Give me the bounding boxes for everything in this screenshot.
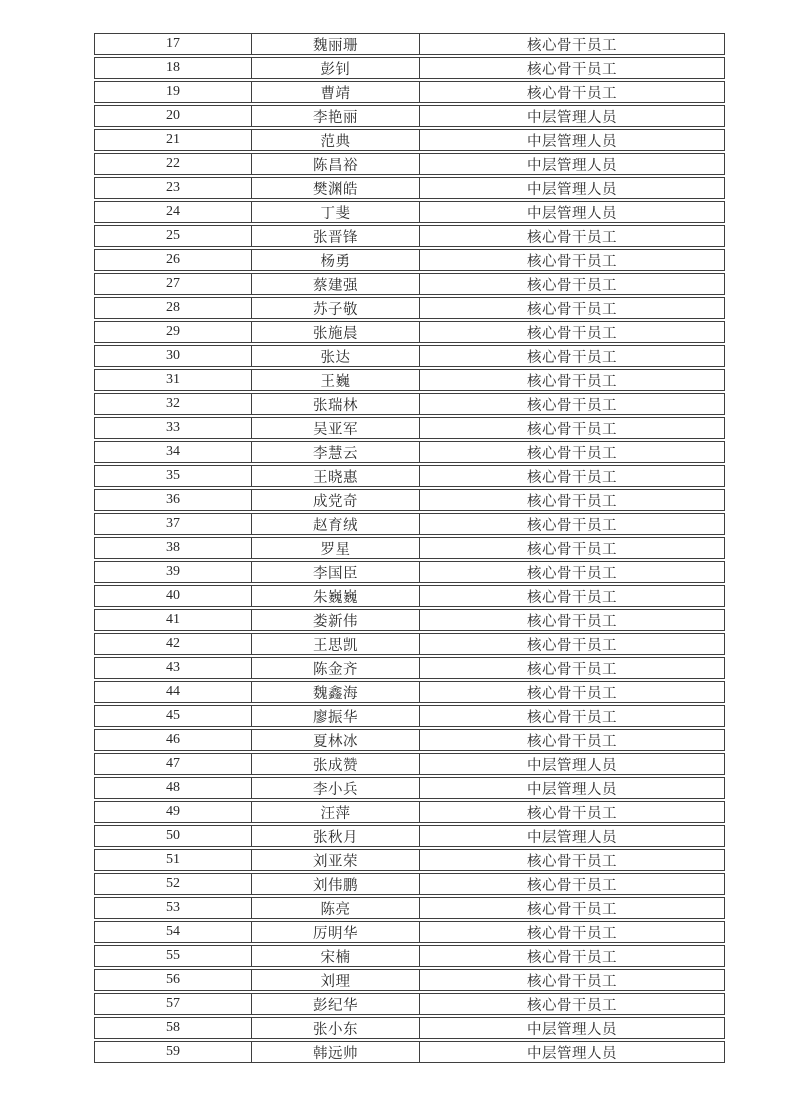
row-number-cell: 21	[95, 130, 252, 150]
employee-category-cell: 核心骨干员工	[527, 949, 617, 966]
table-row	[94, 849, 725, 871]
row-number-cell: 59	[95, 1042, 252, 1062]
employee-category-cell: 中层管理人员	[527, 829, 617, 846]
employee-name-cell: 杨勇	[252, 250, 420, 270]
employee-category-cell: 核心骨干员工	[527, 613, 617, 630]
table-row	[94, 153, 725, 175]
employee-category-cell: 中层管理人员	[527, 181, 617, 198]
employee-name-cell: 汪萍	[252, 802, 420, 822]
employee-name-cell: 廖振华	[252, 706, 420, 726]
table-row	[94, 105, 725, 127]
employee-name-cell: 陈昌裕	[252, 154, 420, 174]
employee-category-cell: 核心骨干员工	[527, 61, 617, 78]
employee-category-cell: 中层管理人员	[527, 133, 617, 150]
table-row	[94, 777, 725, 799]
employee-name-cell: 魏丽珊	[252, 34, 420, 54]
row-number-cell: 55	[95, 946, 252, 966]
employee-category-cell: 核心骨干员工	[527, 277, 617, 294]
employee-name-cell: 吴亚军	[252, 418, 420, 438]
employee-name-cell: 范典	[252, 130, 420, 150]
row-number-cell: 30	[95, 346, 252, 366]
table-row	[94, 345, 725, 367]
employee-name-cell: 刘伟鹏	[252, 874, 420, 894]
row-number-cell: 34	[95, 442, 252, 462]
row-number-cell: 23	[95, 178, 252, 198]
table-row	[94, 417, 725, 439]
table-row	[94, 321, 725, 343]
table-row	[94, 873, 725, 895]
table-row	[94, 1041, 725, 1063]
employee-name-cell: 樊渊皓	[252, 178, 420, 198]
table-row	[94, 33, 725, 55]
employee-name-cell: 苏子敬	[252, 298, 420, 318]
employee-name-cell: 陈亮	[252, 898, 420, 918]
row-number-cell: 33	[95, 418, 252, 438]
employee-category-cell: 核心骨干员工	[527, 421, 617, 438]
employee-name-cell: 夏林冰	[252, 730, 420, 750]
row-number-cell: 51	[95, 850, 252, 870]
employee-name-cell: 娄新伟	[252, 610, 420, 630]
table-row	[94, 825, 725, 847]
employee-category-cell: 核心骨干员工	[527, 85, 617, 102]
row-number-cell: 31	[95, 370, 252, 390]
row-number-cell: 39	[95, 562, 252, 582]
employee-category-cell: 核心骨干员工	[527, 517, 617, 534]
row-number-cell: 53	[95, 898, 252, 918]
employee-name-cell: 李艳丽	[252, 106, 420, 126]
row-number-cell: 46	[95, 730, 252, 750]
employee-name-cell: 李慧云	[252, 442, 420, 462]
employee-category-cell: 中层管理人员	[527, 109, 617, 126]
row-number-cell: 32	[95, 394, 252, 414]
employee-name-cell: 宋楠	[252, 946, 420, 966]
row-number-cell: 42	[95, 634, 252, 654]
employee-category-cell: 核心骨干员工	[527, 661, 617, 678]
row-number-cell: 44	[95, 682, 252, 702]
table-row	[94, 753, 725, 775]
row-number-cell: 29	[95, 322, 252, 342]
table-row	[94, 225, 725, 247]
row-number-cell: 28	[95, 298, 252, 318]
employee-category-cell: 中层管理人员	[527, 1045, 617, 1062]
employee-name-cell: 张达	[252, 346, 420, 366]
table-row	[94, 201, 725, 223]
table-row	[94, 633, 725, 655]
row-number-cell: 24	[95, 202, 252, 222]
table-row	[94, 1017, 725, 1039]
table-row	[94, 177, 725, 199]
row-number-cell: 58	[95, 1018, 252, 1038]
row-number-cell: 43	[95, 658, 252, 678]
row-number-cell: 18	[95, 58, 252, 78]
row-number-cell: 38	[95, 538, 252, 558]
employee-category-cell: 核心骨干员工	[527, 493, 617, 510]
employee-name-cell: 赵育绒	[252, 514, 420, 534]
table-row	[94, 945, 725, 967]
row-number-cell: 54	[95, 922, 252, 942]
employee-name-cell: 张成赞	[252, 754, 420, 774]
table-row	[94, 393, 725, 415]
table-row	[94, 681, 725, 703]
table-row	[94, 465, 725, 487]
employee-category-cell: 核心骨干员工	[527, 301, 617, 318]
table-row	[94, 729, 725, 751]
employee-category-cell: 核心骨干员工	[527, 589, 617, 606]
table-row	[94, 585, 725, 607]
table-row	[94, 249, 725, 271]
row-number-cell: 19	[95, 82, 252, 102]
table-row	[94, 369, 725, 391]
employee-name-cell: 张小东	[252, 1018, 420, 1038]
employee-name-cell: 张瑞林	[252, 394, 420, 414]
table-row	[94, 129, 725, 151]
row-number-cell: 50	[95, 826, 252, 846]
employee-name-cell: 彭纪华	[252, 994, 420, 1014]
row-number-cell: 20	[95, 106, 252, 126]
employee-category-cell: 核心骨干员工	[527, 733, 617, 750]
employee-category-cell: 核心骨干员工	[527, 685, 617, 702]
row-number-cell: 37	[95, 514, 252, 534]
table-row	[94, 273, 725, 295]
row-number-cell: 17	[95, 34, 252, 54]
employee-category-cell: 核心骨干员工	[527, 925, 617, 942]
employee-name-cell: 张施晨	[252, 322, 420, 342]
employee-name-cell: 王晓惠	[252, 466, 420, 486]
row-number-cell: 26	[95, 250, 252, 270]
row-number-cell: 57	[95, 994, 252, 1014]
table-row	[94, 897, 725, 919]
employee-name-cell: 丁斐	[252, 202, 420, 222]
employee-category-cell: 中层管理人员	[527, 1021, 617, 1038]
employee-name-cell: 刘亚荣	[252, 850, 420, 870]
table-row	[94, 705, 725, 727]
employee-category-cell: 核心骨干员工	[527, 877, 617, 894]
employee-category-cell: 中层管理人员	[527, 781, 617, 798]
employee-category-cell: 中层管理人员	[527, 157, 617, 174]
employee-category-cell: 核心骨干员工	[527, 469, 617, 486]
employee-name-cell: 张秋月	[252, 826, 420, 846]
employee-category-cell: 核心骨干员工	[527, 901, 617, 918]
table-row	[94, 513, 725, 535]
row-number-cell: 36	[95, 490, 252, 510]
employee-name-cell: 李小兵	[252, 778, 420, 798]
table-row	[94, 57, 725, 79]
employee-name-cell: 成党奇	[252, 490, 420, 510]
row-number-cell: 35	[95, 466, 252, 486]
employee-category-cell: 核心骨干员工	[527, 37, 617, 54]
employee-category-cell: 核心骨干员工	[527, 373, 617, 390]
row-number-cell: 56	[95, 970, 252, 990]
row-number-cell: 22	[95, 154, 252, 174]
employee-category-cell: 核心骨干员工	[527, 709, 617, 726]
employee-name-cell: 朱巍巍	[252, 586, 420, 606]
row-number-cell: 25	[95, 226, 252, 246]
row-number-cell: 45	[95, 706, 252, 726]
row-number-cell: 40	[95, 586, 252, 606]
table-row	[94, 441, 725, 463]
employee-category-cell: 核心骨干员工	[527, 349, 617, 366]
employee-category-cell: 中层管理人员	[527, 757, 617, 774]
table-row	[94, 561, 725, 583]
table-row	[94, 489, 725, 511]
employee-category-cell: 中层管理人员	[527, 205, 617, 222]
row-number-cell: 27	[95, 274, 252, 294]
employee-category-cell: 核心骨干员工	[527, 565, 617, 582]
row-number-cell: 49	[95, 802, 252, 822]
row-number-cell: 52	[95, 874, 252, 894]
table-row	[94, 921, 725, 943]
employee-category-cell: 核心骨干员工	[527, 229, 617, 246]
employee-category-cell: 核心骨干员工	[527, 637, 617, 654]
row-number-cell: 47	[95, 754, 252, 774]
employee-name-cell: 李国臣	[252, 562, 420, 582]
employee-name-cell: 刘理	[252, 970, 420, 990]
employee-category-cell: 核心骨干员工	[527, 253, 617, 270]
employee-name-cell: 张晋锋	[252, 226, 420, 246]
employee-name-cell: 蔡建强	[252, 274, 420, 294]
employee-category-cell: 核心骨干员工	[527, 973, 617, 990]
employee-category-cell: 核心骨干员工	[527, 997, 617, 1014]
table-row	[94, 801, 725, 823]
table-row	[94, 81, 725, 103]
employee-name-cell: 厉明华	[252, 922, 420, 942]
employee-name-cell: 王思凯	[252, 634, 420, 654]
employee-table	[94, 33, 725, 1063]
employee-category-cell: 核心骨干员工	[527, 397, 617, 414]
employee-category-cell: 核心骨干员工	[527, 805, 617, 822]
table-row	[94, 537, 725, 559]
row-number-cell: 48	[95, 778, 252, 798]
employee-category-cell: 核心骨干员工	[527, 541, 617, 558]
employee-category-cell: 核心骨干员工	[527, 325, 617, 342]
employee-name-cell: 曹靖	[252, 82, 420, 102]
table-row	[94, 297, 725, 319]
row-number-cell: 41	[95, 610, 252, 630]
employee-name-cell: 王巍	[252, 370, 420, 390]
employee-category-cell: 核心骨干员工	[527, 445, 617, 462]
employee-name-cell: 韩远帅	[252, 1042, 420, 1062]
table-row	[94, 969, 725, 991]
employee-name-cell: 陈金齐	[252, 658, 420, 678]
table-row	[94, 657, 725, 679]
table-row	[94, 993, 725, 1015]
employee-name-cell: 罗星	[252, 538, 420, 558]
employee-name-cell: 魏鑫海	[252, 682, 420, 702]
table-row	[94, 609, 725, 631]
employee-category-cell: 核心骨干员工	[527, 853, 617, 870]
employee-name-cell: 彭钊	[252, 58, 420, 78]
